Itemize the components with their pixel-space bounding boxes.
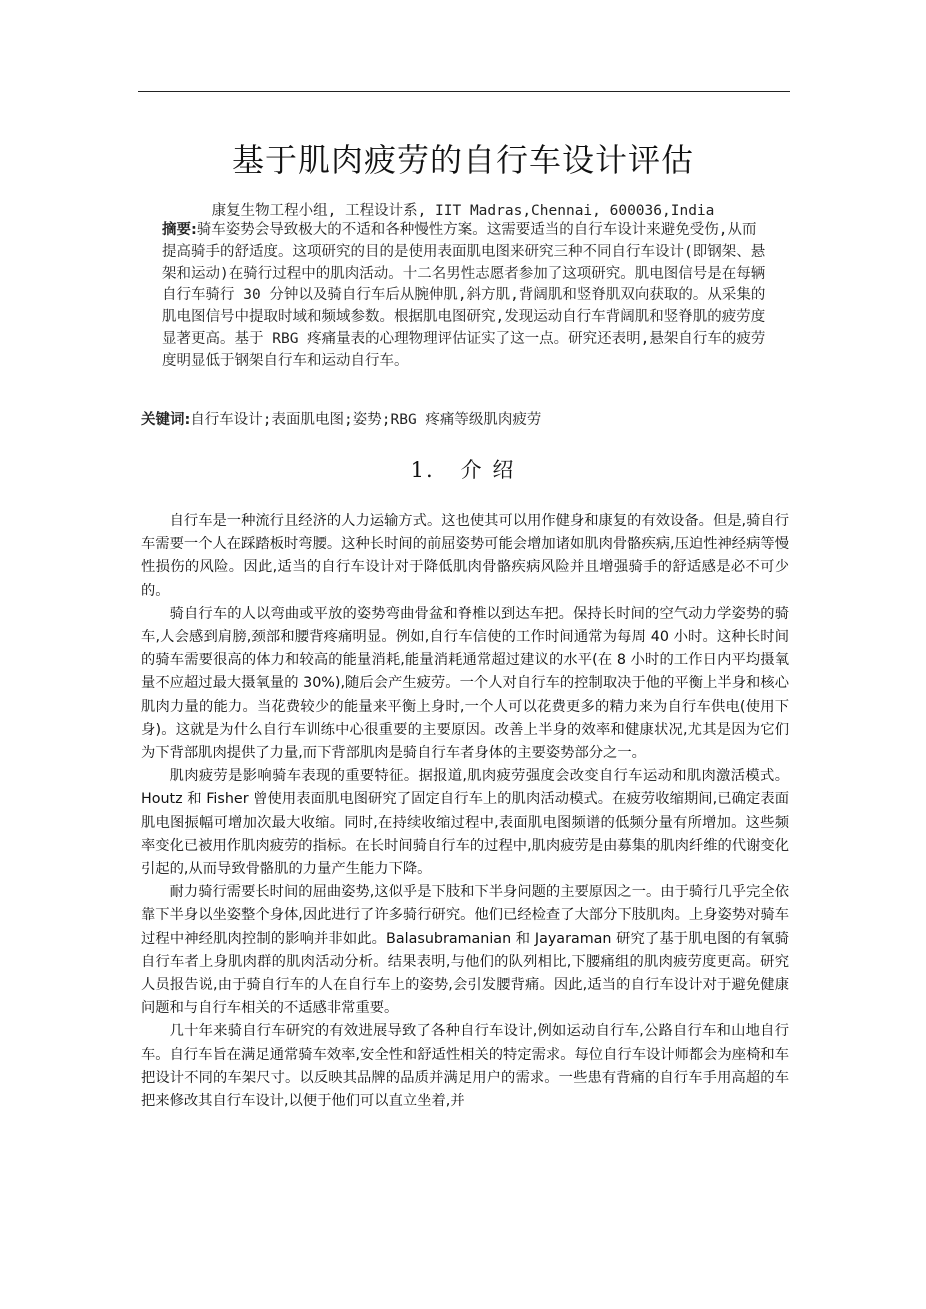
author-affiliation: 康复生物工程小组, 工程设计系, IIT Madras,Chennai, 600036,India <box>211 203 715 219</box>
paragraph: 耐力骑行需要长时间的屈曲姿势,这似乎是下肢和下半身问题的主要原因之一。由于骑行几乎完全依靠下半身以坐姿整个身体,因此进行了许多骑行研究。他们已经检查了大部分下肢肌肉。上身姿势对骑车过程中神经肌肉控制的影响并非如此。Balasubramanian 和 Jayaraman 研究了基于肌电图的有氧骑自行车者上身肌肉群的肌肉活动分析。结果表明,与他们的队列相比,下腰痛组的肌肉疲劳度更高。研究人员报告说,由于骑自行车的人在自行车上的姿势,会引发腰背痛。因此,适当的自行车设计对于避免健康问题和与自行车相关的不适感非常重要。 <box>141 884 789 1017</box>
paragraph: 自行车是一种流行且经济的人力运输方式。这也使其可以用作健身和康复的有效设备。但是,骑自行车需要一个人在踩踏板时弯腰。这种长时间的前屈姿势可能会增加诸如肌肉骨骼疾病,压迫性神经病等慢性损伤的风险。因此,适当的自行车设计对于降低肌肉骨骼疾病风险并且增强骑手的舒适感是必不可少的。 <box>141 513 789 599</box>
abstract <box>162 220 770 373</box>
keywords-label: 关键词: <box>141 412 191 428</box>
paragraph: 骑自行车的人以弯曲或平放的姿势弯曲骨盆和脊椎以到达车把。保持长时间的空气动力学姿势的骑车,人会感到肩膀,颈部和腰背疼痛明显。例如,自行车信使的工作时间通常为每周 40 小时。这种长时间的骑车需要很高的体力和较高的能量消耗,能量消耗通常超过建议的水平(在 8 小时的工作日内平均摄氧量不应超过最大摄氧量的 30%),随后会产生疲劳。一个人对自行车的控制取决于他的平衡上半身和核心肌肉力量的能力。当花费较少的能量来平衡上身时,一个人可以花费更多的精力来为自行车供电(使用下身)。这就是为什么自行车训练中心很重要的主要原因。改善上半身的效率和健康状况,尤其是因为它们为下背部肌肉提供了力量,而下背部肌肉是骑自行车者身体的主要姿势部分之一。 <box>141 605 789 762</box>
header-rule <box>138 91 790 92</box>
abstract-label: 摘要: <box>162 222 197 238</box>
paragraph: 肌肉疲劳是影响骑车表现的重要特征。据报道,肌肉疲劳强度会改变自行车运动和肌肉激活模式。Houtz 和 Fisher 曾使用表面肌电图研究了固定自行车上的肌肉活动模式。在疲劳收缩期间,已确定表面肌电图振幅可增加次最大收缩。同时,在持续收缩过程中,表面肌电图频谱的低频分量有所增加。这些频率变化已被用作肌肉疲劳的指标。在长时间骑自行车的过程中,肌肉疲劳是由募集的肌肉纤维的代谢变化引起的,从而导致骨骼肌的力量产生能力下降。 <box>141 768 789 878</box>
paper-title: 基于肌肉疲劳的自行车设计评估 <box>231 141 694 179</box>
section-heading <box>0 454 926 484</box>
paragraph: 几十年来骑自行车研究的有效进展导致了各种自行车设计,例如运动自行车,公路自行车和山地自行车。自行车旨在满足通常骑车效率,安全性和舒适性相关的特定需求。每位自行车设计师都会为座椅和车把设计不同的车架尺寸。以反映其品牌的品质并满足用户的需求。一些患有背痛的自行车手用高超的车把来修改其自行车设计,以便于他们可以直立坐着,并 <box>141 1023 789 1110</box>
section-number: 1. <box>410 458 435 482</box>
body-text <box>141 510 789 1113</box>
section-title: 介 绍 <box>460 458 516 482</box>
keywords <box>141 409 781 431</box>
abstract-text: 骑车姿势会导致极大的不适和各种慢性方案。这需要适当的自行车设计来避免受伤,从而提高骑手的舒适度。这项研究的目的是使用表面肌电图来研究三种不同自行车设计(即钢架、悬架和运动)在骑行过程中的肌肉活动。十二名男性志愿者参加了这项研究。肌电图信号是在每辆自行车骑行 30 分钟以及骑自行车后从腕伸肌,斜方肌,背阔肌和竖脊肌双向获取的。从采集的肌电图信号中提取时域和频域参数。根据肌电图研究,发现运动自行车背阔肌和竖脊肌的疲劳度显著更高。基于 RBG 疼痛量表的心理物理评估证实了这一点。研究还表明,悬架自行车的疲劳度明显低于钢架自行车和运动自行车。 <box>162 222 766 369</box>
keywords-text: 自行车设计;表面肌电图;姿势;RBG 疼痛等级肌肉疲劳 <box>190 412 542 428</box>
